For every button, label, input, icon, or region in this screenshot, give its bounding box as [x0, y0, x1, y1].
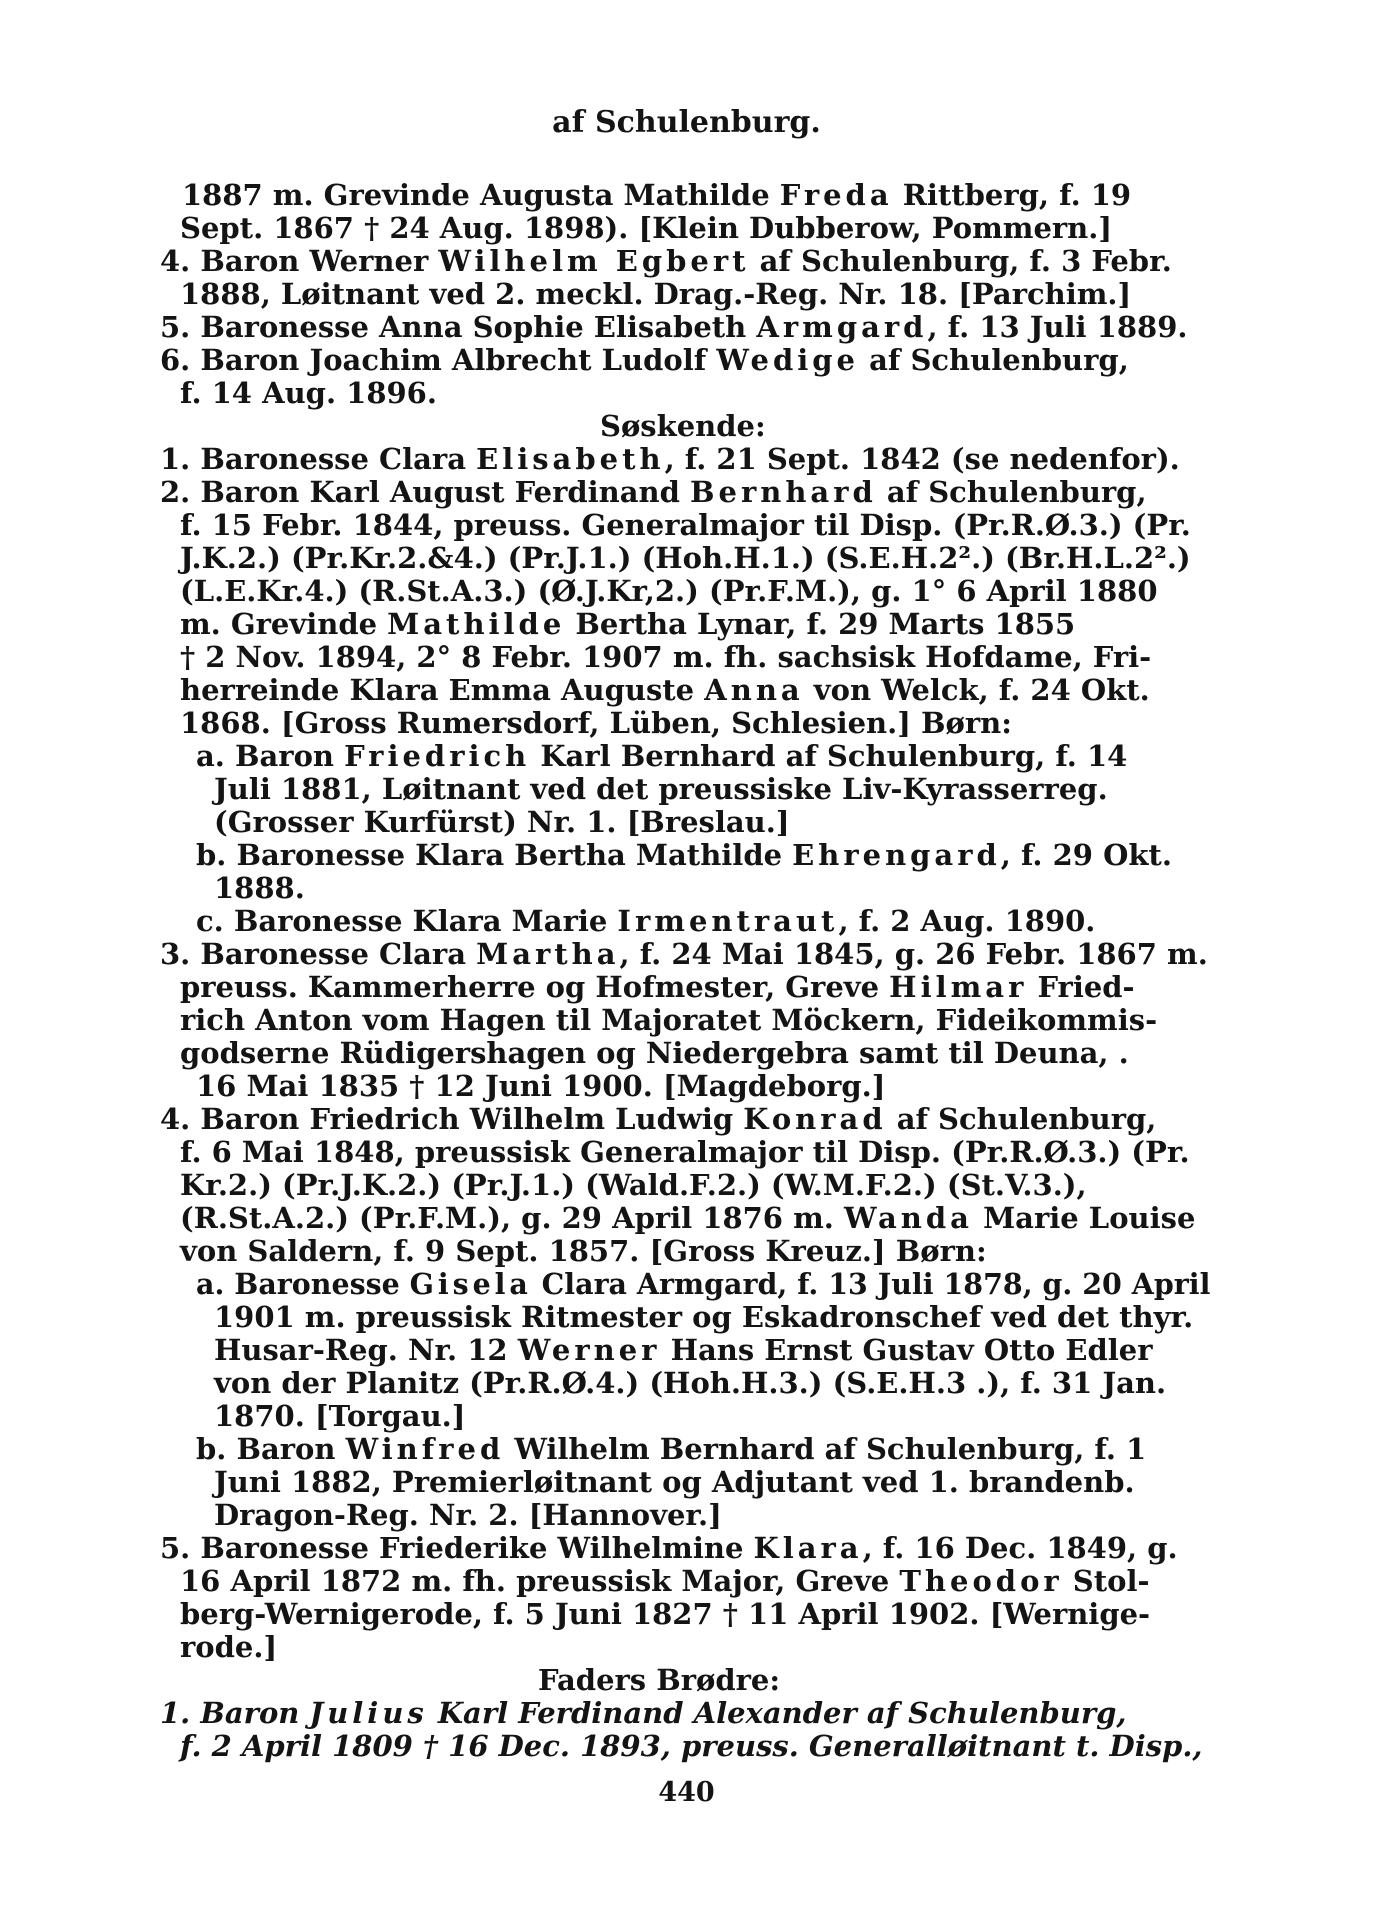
text-line — [180, 278, 1131, 311]
text-run: af Schulenburg, — [859, 343, 1129, 377]
text-line — [180, 1136, 1190, 1169]
text-run: Armgard — [756, 310, 928, 344]
text-run: Klara — [753, 1531, 863, 1565]
text-run: a. Baron — [196, 739, 345, 773]
text-line — [214, 773, 1108, 806]
text-line — [180, 542, 1191, 575]
text-line — [180, 971, 1135, 1004]
text-run: f. 2 April 1809 † 16 Dec. 1893, preuss. Generalløitnant t. Disp., — [180, 1729, 1203, 1763]
text-run: , f. 13 Juli 1889. — [927, 310, 1188, 344]
text-line — [196, 1070, 886, 1103]
text-line — [538, 1664, 780, 1697]
text-run: Fried- — [1027, 970, 1135, 1004]
text-run: Bertha Lynar, f. 29 Marts 1855 — [565, 607, 1076, 641]
text-line — [180, 1631, 277, 1664]
text-run: Sept. 1867 † 24 Aug. 1898). [Klein Dubberow, Pommern.] — [180, 211, 1113, 245]
text-run: m. Grevinde — [180, 607, 388, 641]
text-run: f. 15 Febr. 1844, preuss. Generalmajor til Disp. (Pr.R.Ø.3.) (Pr. — [180, 508, 1191, 542]
text-line — [196, 740, 1127, 773]
text-run: a. Baronesse — [196, 1267, 410, 1301]
text-line — [180, 1202, 1195, 1235]
text-run: † 2 Nov. 1894, 2° 8 Febr. 1907 m. fh. sachsisk Hofdame, Fri- — [180, 640, 1152, 674]
text-run: c. Baronesse Klara Marie — [196, 904, 618, 938]
text-line — [214, 1400, 465, 1433]
page-number: 440 — [658, 1777, 715, 1808]
text-line — [180, 377, 437, 410]
text-line — [180, 608, 1075, 641]
text-run: 1901 m. preussisk Ritmester og Eskadronschef ved det thyr. — [214, 1300, 1194, 1334]
text-run: , f. 16 Dec. 1849, g. — [862, 1531, 1178, 1565]
text-run: 4. Baron Friedrich Wilhelm Ludwig — [160, 1102, 744, 1136]
text-run: 16 Mai 1835 † 12 Juni 1900. [Magdeborg.] — [196, 1069, 886, 1103]
text-line — [180, 1598, 1150, 1631]
text-run: Karl Ferdinand Alexander af Schulenburg, — [427, 1696, 1127, 1730]
text-run: af Schulenburg, f. 3 Febr. — [749, 244, 1172, 278]
text-line — [180, 641, 1151, 674]
text-run: Julius — [309, 1696, 428, 1730]
text-run: Theodor — [899, 1564, 1063, 1598]
text-run: 3. Baronesse Clara — [160, 937, 477, 971]
text-run: Irmentraut — [617, 904, 839, 938]
text-line — [196, 1433, 1146, 1466]
text-line — [160, 443, 1180, 476]
text-run: , f. 21 Sept. 1842 (se nedenfor). — [664, 442, 1180, 476]
text-run: berg-Wernigerode, f. 5 Juni 1827 † 11 April 1902. [Wernige- — [180, 1597, 1151, 1631]
text-run: Hilmar — [889, 970, 1028, 1004]
text-line — [180, 575, 1158, 608]
text-run: 1. Baronesse Clara — [160, 442, 477, 476]
text-line — [180, 509, 1191, 542]
text-line — [160, 1697, 1127, 1730]
text-line — [160, 311, 1187, 344]
text-line — [180, 1169, 1087, 1202]
text-run: Ehrengard — [792, 838, 1001, 872]
text-run: rich Anton vom Hagen til Majoratet Möckern, Fideikommis- — [180, 1003, 1158, 1037]
text-run: Clara Armgard, f. 13 Juli 1878, g. 20 April — [531, 1267, 1211, 1301]
text-line — [160, 1103, 1156, 1136]
text-run: Anna — [704, 673, 804, 707]
text-run: 5. Baronesse Friederike Wilhelmine — [160, 1531, 754, 1565]
text-run: 1870. [Torgau.] — [214, 1399, 466, 1433]
text-line — [180, 674, 1150, 707]
text-run: Dragon-Reg. Nr. 2. [Hannover.] — [214, 1498, 722, 1532]
text-run: rode.] — [180, 1630, 278, 1664]
text-line — [214, 1334, 1152, 1367]
text-run: Martha — [476, 937, 620, 971]
text-run: 1. Baron — [160, 1696, 310, 1730]
text-run: Marie Louise — [972, 1201, 1196, 1235]
text-line — [180, 707, 1012, 740]
text-run: Rittberg, f. 19 — [892, 178, 1132, 212]
text-run: 4. Baron Werner — [160, 244, 439, 278]
text-run: 6. Baron Joachim Albrecht Ludolf — [160, 343, 717, 377]
text-line — [214, 1367, 1166, 1400]
text-run: Juli 1881, Løitnant ved det preussiske Liv-Kyrasserreg. — [214, 772, 1108, 806]
text-line — [214, 1301, 1193, 1334]
text-run: (R.St.A.2.) (Pr.F.M.), g. 29 April 1876 m. — [180, 1201, 844, 1235]
text-line — [214, 1499, 722, 1532]
text-line — [160, 1532, 1178, 1565]
text-line — [196, 839, 1172, 872]
text-run: Wilhelm Bernhard af Schulenburg, f. 1 — [504, 1432, 1147, 1466]
text-run: von Welck, f. 24 Okt. — [803, 673, 1150, 707]
text-run: Husar-Reg. Nr. 12 — [214, 1333, 518, 1367]
text-run: 1888. — [214, 871, 305, 905]
text-run: Hans Ernst Gustav Otto Edler — [660, 1333, 1153, 1367]
text-line — [182, 179, 1131, 212]
text-run: b. Baronesse Klara Bertha Mathilde — [196, 838, 793, 872]
text-run: J.K.2.) (Pr.Kr.2.&4.) (Pr.J.1.) (Hoh.H.1.) (S.E.H.2².) (Br.H.L.2².) — [180, 541, 1191, 575]
text-run: Konrad — [743, 1102, 887, 1136]
text-run: 1888, Løitnant ved 2. meckl. Drag.-Reg. Nr. 18. [Parchim.] — [180, 277, 1132, 311]
text-run: von der Planitz (Pr.R.Ø.4.) (Hoh.H.3.) (S.E.H.3 .), f. 31 Jan. — [214, 1366, 1167, 1400]
text-run: b. Baron — [196, 1432, 346, 1466]
text-run: 2. Baron Karl August Ferdinand — [160, 475, 690, 509]
text-run: , f. 29 Okt. — [1000, 838, 1172, 872]
text-run: , f. 2 Aug. 1890. — [838, 904, 1096, 938]
text-run: Stol- — [1062, 1564, 1150, 1598]
text-line — [160, 476, 1147, 509]
text-line — [214, 1466, 1135, 1499]
running-head: af Schulenburg. — [552, 105, 821, 140]
text-line — [180, 212, 1112, 245]
text-run: von Saldern, f. 9 Sept. 1857. [Gross Kreuz.] Børn: — [180, 1234, 987, 1268]
text-line — [160, 938, 1208, 971]
text-line — [196, 1268, 1210, 1301]
text-run: herreinde Klara Emma Auguste — [180, 673, 705, 707]
text-run: f. 14 Aug. 1896. — [180, 376, 437, 410]
text-run: Juni 1882, Premierløitnant og Adjutant ved 1. brandenb. — [214, 1465, 1135, 1499]
text-line — [160, 344, 1129, 377]
text-line — [180, 1037, 1129, 1070]
text-run: Faders Brødre: — [538, 1663, 781, 1697]
text-run: Karl Bernhard af Schulenburg, f. 14 — [530, 739, 1128, 773]
text-line — [214, 806, 790, 839]
text-line — [180, 1730, 1203, 1763]
text-run: Gisela — [409, 1267, 532, 1301]
text-line — [214, 872, 305, 905]
text-run: Wanda — [843, 1201, 973, 1235]
text-run: preuss. Kammerherre og Hofmester, Greve — [180, 970, 890, 1004]
text-run: Wedige — [716, 343, 859, 377]
text-run: Friedrich — [344, 739, 531, 773]
text-run: af Schulenburg, — [886, 1102, 1157, 1136]
text-run: (L.E.Kr.4.) (R.St.A.3.) (Ø.J.Kr,2.) (Pr.F.M.), g. 1° 6 April 1880 — [180, 574, 1158, 608]
text-run: Søskende: — [600, 409, 766, 443]
text-run: godserne Rüdigershagen og Niedergebra samt til Deuna, . — [180, 1036, 1129, 1070]
text-run: 16 April 1872 m. fh. preussisk Major, Greve — [180, 1564, 900, 1598]
text-line — [180, 1235, 987, 1268]
text-run: 5. Baronesse Anna Sophie Elisabeth — [160, 310, 757, 344]
text-run: 1868. [Gross Rumersdorf, Lüben, Schlesien.] Børn: — [180, 706, 1012, 740]
text-line — [160, 245, 1172, 278]
text-run: , f. 24 Mai 1845, g. 26 Febr. 1867 m. — [619, 937, 1208, 971]
text-run: af Schulenburg, — [876, 475, 1147, 509]
text-run: 1887 m. Grevinde Augusta Mathilde — [182, 178, 780, 212]
text-run: Mathilde — [387, 607, 566, 641]
text-run: Bernhard — [690, 475, 877, 509]
text-run: (Grosser Kurfürst) Nr. 1. [Breslau.] — [214, 805, 790, 839]
text-run: Wilhelm Egbert — [438, 244, 750, 278]
text-run: Kr.2.) (Pr.J.K.2.) (Pr.J.1.) (Wald.F.2.) (W.M.F.2.) (St.V.3.), — [180, 1168, 1087, 1202]
text-run: Elisabeth — [476, 442, 665, 476]
text-line — [180, 1004, 1157, 1037]
text-run: Werner — [517, 1333, 661, 1367]
text-line — [196, 905, 1095, 938]
text-run: Freda — [779, 178, 893, 212]
text-run: Winfred — [345, 1432, 505, 1466]
text-run: f. 6 Mai 1848, preussisk Generalmajor til Disp. (Pr.R.Ø.3.) (Pr. — [180, 1135, 1190, 1169]
text-line — [600, 410, 766, 443]
text-line — [180, 1565, 1150, 1598]
